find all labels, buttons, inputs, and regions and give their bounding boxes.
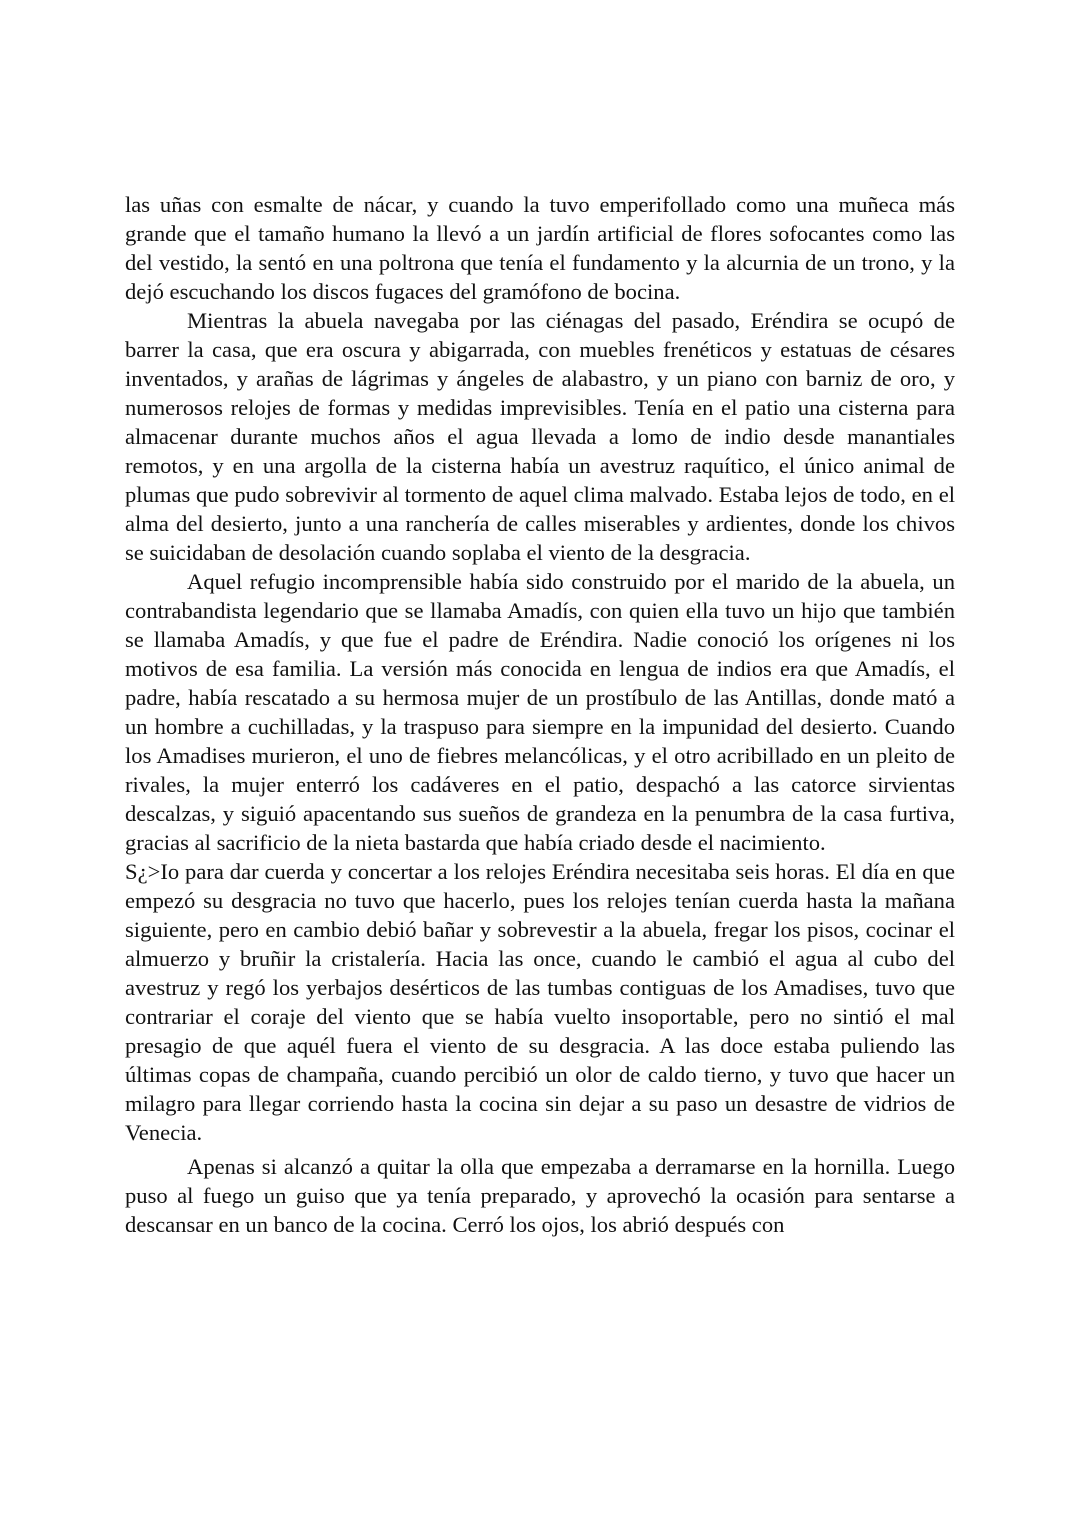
paragraph-2: Mientras la abuela navegaba por las ciénagas del pasado, Eréndira se ocupó de barrer la casa, que era oscura y abigarrada, con muebles frenéticos y estatuas de césares inventados, y arañas de lágrimas y ángeles de alabastro, y un piano con barniz de oro, y numerosos relojes de formas y medidas imprevisibles. Tenía en el patio una cisterna para almacenar durante muchos años el agua llevada a lomo de indio desde manantiales remotos, y en una argolla de la cisterna había un avestruz raquítico, el único animal de plumas que pudo sobrevivir al tormento de aquel clima malvado. Estaba lejos de todo, en el alma del desierto, junto a una ranchería de calles miserables y ardientes, donde los chivos se suicidaban de desolación cuando soplaba el viento de la desgracia. [125, 308, 955, 565]
paragraph-5: Apenas si alcanzó a quitar la olla que empezaba a derramarse en la hornilla. Luego puso al fuego un guiso que ya tenía preparado, y aprovechó la ocasión para sentarse a descansar en un banco de la cocina. Cerró los ojos, los abrió después con [125, 1154, 955, 1237]
paragraph-1: las uñas con esmalte de nácar, y cuando la tuvo emperifollado como una muñeca más grande que el tamaño humano la llevó a un jardín artificial de flores sofocantes como las del vestido, la sentó en una poltrona que tenía el fundamento y la alcurnia de un trono, y la dejó escuchando los discos fugaces del gramófono de bocina. [125, 192, 955, 304]
document-page [125, 190, 955, 1239]
paragraph-4: S¿>Io para dar cuerda y concertar a los relojes Eréndira necesitaba seis horas. El día en que empezó su desgracia no tuvo que hacerlo, pues los relojes tenían cuerda hasta la mañana siguiente, pero en cambio debió bañar y sobrevestir a la abuela, fregar los pisos, cocinar el almuerzo y bruñir la cristalería. Hacia las once, cuando le cambió el agua al cubo del avestruz y regó los yerbajos desérticos de las tumbas contiguas de los Amadises, tuvo que contrariar el coraje del viento que se había vuelto insoportable, pero no sintió el mal presagio de que aquél fuera el viento de su desgracia. A las doce estaba puliendo las últimas copas de champaña, cuando percibió un olor de caldo tierno, y tuvo que hacer un milagro para llegar corriendo hasta la cocina sin dejar a su paso un desastre de vidrios de Venecia. [125, 859, 955, 1145]
paragraph-3: Aquel refugio incomprensible había sido construido por el marido de la abuela, un contrabandista legendario que se llamaba Amadís, con quien ella tuvo un hijo que también se llamaba Amadís, y que fue el padre de Eréndira. Nadie conoció los orígenes ni los motivos de esa familia. La versión más conocida en lengua de indios era que Amadís, el padre, había rescatado a su hermosa mujer de un prostíbulo de las Antillas, donde mató a un hombre a cuchilladas, y la traspuso para siempre en la impunidad del desierto. Cuando los Amadises murieron, el uno de fiebres melancólicas, y el otro acribillado en un pleito de rivales, la mujer enterró los cadáveres en el patio, despachó a las catorce sirvientas descalzas, y siguió apacentando sus sueños de grandeza en la penumbra de la casa furtiva, gracias al sacrificio de la nieta bastarda que había criado desde el nacimiento. [125, 569, 955, 855]
